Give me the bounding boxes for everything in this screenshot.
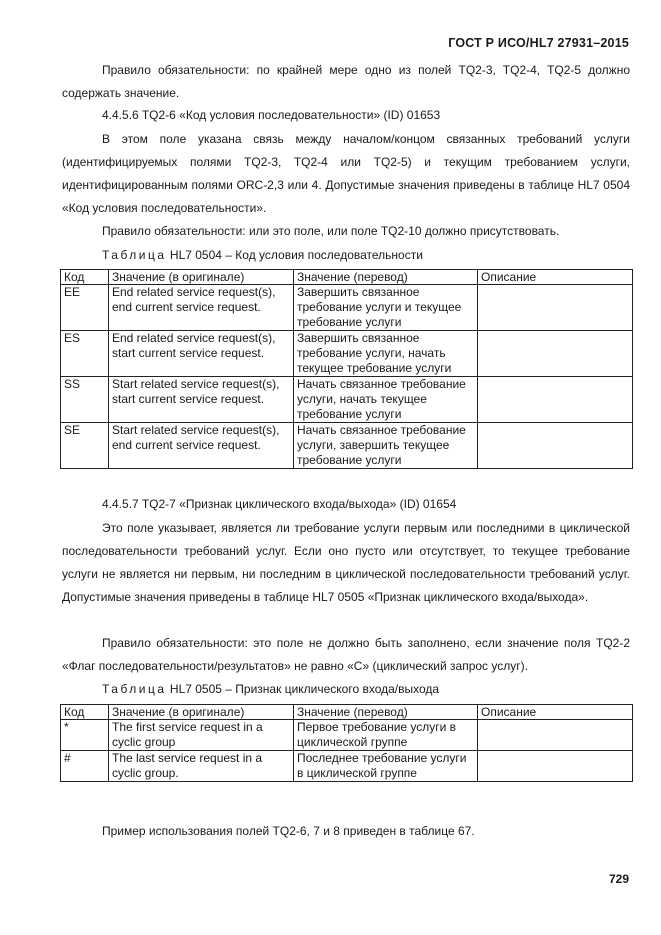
tq2-6-rule-paragraph: Правило обязательности: или это поле, или поле TQ2-10 должно присутствовать. bbox=[102, 224, 560, 238]
table-header-row bbox=[61, 270, 633, 285]
table1-caption-title: – Код условия последовательности bbox=[225, 248, 423, 262]
description-cell bbox=[478, 751, 633, 782]
table-row bbox=[61, 720, 633, 751]
page-number: 729 bbox=[608, 872, 629, 886]
original-value-cell: The last service request in a cyclic group. bbox=[109, 751, 294, 782]
original-value-cell: The first service request in a cyclic group bbox=[109, 720, 294, 751]
translated-value-cell: Завершить связанное требование услуги, начать текущее требование услуги bbox=[294, 331, 478, 377]
original-value-cell: End related service request(s), start current service request. bbox=[109, 331, 294, 377]
table2-caption-word: Таблица bbox=[102, 682, 167, 696]
translated-value-cell: Последнее требование услуги в циклической группе bbox=[294, 751, 478, 782]
code-cell: # bbox=[61, 751, 109, 782]
description-cell bbox=[478, 285, 633, 331]
description-cell bbox=[478, 720, 633, 751]
table-row bbox=[61, 751, 633, 782]
code-cell: EE bbox=[61, 285, 109, 331]
column-header: Значение (в оригинале) bbox=[109, 270, 294, 285]
section-heading-tq2-6: 4.4.5.6 TQ2-6 «Код условия последовательности» (ID) 01653 bbox=[102, 108, 441, 122]
column-header: Значение (перевод) bbox=[294, 270, 478, 285]
column-header: Описание bbox=[478, 270, 633, 285]
description-cell bbox=[478, 331, 633, 377]
translated-value-cell: Первое требование услуги в циклической группе bbox=[294, 720, 478, 751]
column-header: Код bbox=[61, 270, 109, 285]
description-cell bbox=[478, 377, 633, 423]
table2-caption-title: – Признак циклического входа/выхода bbox=[225, 682, 440, 696]
description-cell bbox=[478, 423, 633, 469]
code-cell: SE bbox=[61, 423, 109, 469]
table2-caption bbox=[102, 681, 439, 697]
table1-caption-word: Таблица bbox=[102, 248, 167, 262]
column-header: Значение (в оригинале) bbox=[109, 705, 294, 720]
translated-value-cell: Начать связанное требование услуги, начать текущее требование услуги bbox=[294, 377, 478, 423]
tq2-7-description-paragraph: Это поле указывает, является ли требование услуги первым или последними в циклической последовательности требований услуг. Если оно пусто или отсутствует, то текущее требование услуги не является ни первым, ни последним в циклической последовательности требований услуг. Допустимые значения приведены в таблице HL7 0505 «Признак циклического входа/выхода». bbox=[62, 521, 630, 604]
section-heading-tq2-7: 4.4.5.7 TQ2-7 «Признак циклического входа/выхода» (ID) 01654 bbox=[102, 497, 457, 511]
table-row bbox=[61, 331, 633, 377]
original-value-cell: End related service request(s), end current service request. bbox=[109, 285, 294, 331]
translated-value-cell: Завершить связанное требование услуги и текущее требование услуги bbox=[294, 285, 478, 331]
table-hl7-0504 bbox=[60, 269, 633, 469]
original-value-cell: Start related service request(s), start current service request. bbox=[109, 377, 294, 423]
original-value-cell: Start related service request(s), end current service request. bbox=[109, 423, 294, 469]
example-reference-paragraph: Пример использования полей TQ2-6, 7 и 8 приведен в таблице 67. bbox=[102, 824, 475, 838]
table-row bbox=[61, 285, 633, 331]
code-cell: * bbox=[61, 720, 109, 751]
table-hl7-0505 bbox=[60, 704, 633, 782]
table1-caption-id: HL7 0504 bbox=[169, 248, 222, 262]
column-header: Код bbox=[61, 705, 109, 720]
table1-caption bbox=[102, 247, 423, 263]
tq2-7-rule-paragraph: Правило обязательности: это поле не должно быть заполнено, если значение поля TQ2-2 «Флаг последовательности/результатов» не равно «С» (циклический запрос услуг). bbox=[62, 636, 630, 673]
code-cell: ES bbox=[61, 331, 109, 377]
document-header: ГОСТ Р ИСО/HL7 27931–2015 bbox=[448, 36, 629, 50]
table-row bbox=[61, 377, 633, 423]
translated-value-cell: Начать связанное требование услуги, завершить текущее требование услуги bbox=[294, 423, 478, 469]
tq2-6-description-paragraph: В этом поле указана связь между началом/концом связанных требований услуги (идентифицируемых полями TQ2-3, TQ2-4 или TQ2-5) и текущим требованием услуги, идентифицированным полями ORC-2,3 или 4. Допустимые значения приведены в таблице HL7 0504 «Код условия последовательности». bbox=[62, 132, 630, 215]
code-cell: SS bbox=[61, 377, 109, 423]
column-header: Описание bbox=[478, 705, 633, 720]
column-header: Значение (перевод) bbox=[294, 705, 478, 720]
obligation-rule-paragraph: Правило обязательности: по крайней мере одно из полей TQ2-3, TQ2-4, TQ2-5 должно содержать значение. bbox=[62, 63, 630, 100]
table-row bbox=[61, 423, 633, 469]
table2-caption-id: HL7 0505 bbox=[169, 682, 222, 696]
table-header-row bbox=[61, 705, 633, 720]
